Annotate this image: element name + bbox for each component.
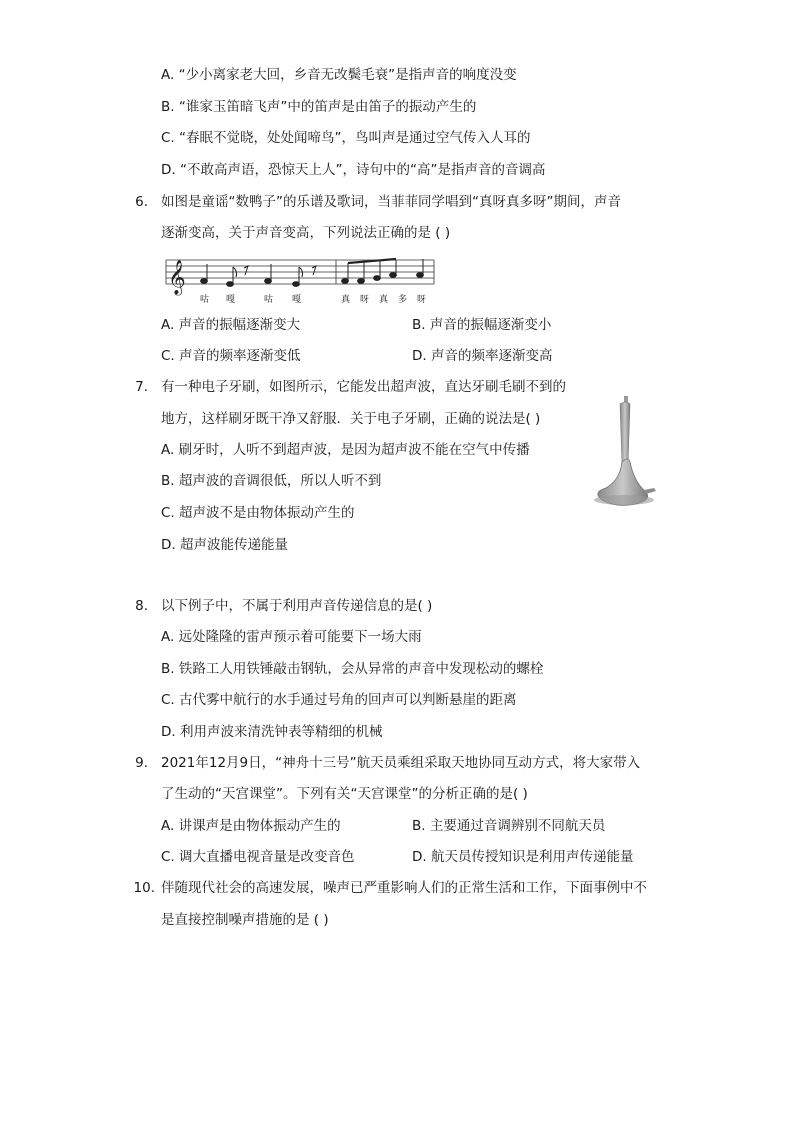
q6-option-b: B. 声音的振幅逐渐变小	[412, 317, 552, 333]
treble-clef-icon: 𝄞	[168, 260, 186, 295]
q8-number: 8.	[135, 598, 148, 614]
q7-number: 7.	[135, 379, 148, 395]
lyric-5: 真	[341, 295, 351, 305]
q9-number: 9.	[135, 755, 148, 771]
q5-option-a: A. “少小离家老大回，乡音无改鬓毛衰”是指声音的响度没变	[161, 67, 517, 83]
q8-option-d: D. 利用声波来清洗钟表等精细的机械	[161, 724, 383, 740]
electric-toothbrush-image	[586, 392, 662, 512]
q6-option-d: D. 声音的频率逐渐变高	[412, 348, 553, 364]
q6-stem-line2: 逐渐变高，关于声音变高，下列说法正确的是 ( )	[161, 225, 451, 241]
lyric-1: 咕	[200, 295, 210, 305]
q7-stem-line1: 有一种电子牙刷，如图所示，它能发出超声波，直达牙刷毛刷不到的	[161, 379, 566, 395]
q9-option-d: D. 航天员传授知识是利用声传递能量	[412, 849, 634, 865]
q5-option-b: B. “谁家玉笛暗飞声”中的笛声是由笛子的振动产生的	[161, 99, 477, 115]
q8-option-a: A. 远处隆隆的雷声预示着可能要下一场大雨	[161, 629, 422, 645]
q10-number: 10.	[133, 880, 155, 896]
q5-option-d: D. “不敢高声语，恐惊天上人”，诗句中的“高”是指声音的音调高	[161, 162, 546, 178]
q6-number: 6.	[135, 194, 148, 210]
lyric-6: 呀	[360, 295, 370, 305]
q7-option-d: D. 超声波能传递能量	[161, 537, 288, 553]
q9-option-a: A. 讲课声是由物体振动产生的	[161, 818, 341, 834]
q6-option-a: A. 声音的振幅逐渐变大	[161, 317, 301, 333]
q8-option-c: C. 古代雾中航行的水手通过号角的回声可以判断悬崖的距离	[161, 692, 517, 708]
lyric-3: 咕	[264, 295, 274, 305]
q10-stem-line1: 伴随现代社会的高速发展，噪声已严重影响人们的正常生活和工作，下面事例中不	[161, 880, 647, 896]
q10-stem-line2: 是直接控制噪声措施的是 ( )	[161, 912, 329, 928]
q6-option-c: C. 声音的频率逐渐变低	[161, 348, 301, 364]
q6-stem-line1: 如图是童谣“数鸭子”的乐谱及歌词，当菲菲同学唱到“真呀真多呀”期间，声音	[161, 194, 621, 210]
q8-stem: 以下例子中，不属于利用声音传递信息的是( )	[161, 598, 433, 614]
lyric-4: 嘎	[292, 295, 302, 305]
q7-option-b: B. 超声波的音调很低，所以人听不到	[161, 473, 382, 489]
q8-option-b: B. 铁路工人用铁锤敲击钢轨，会从异常的声音中发现松动的螺栓	[161, 661, 544, 677]
lyric-7: 真	[379, 295, 389, 305]
q6-music-score	[164, 254, 446, 310]
q9-stem-line1: 2021年12月9日，“神舟十三号”航天员乘组采取天地协同互动方式，将大家带入	[161, 755, 641, 771]
q7-option-c: C. 超声波不是由物体振动产生的	[161, 505, 355, 521]
lyric-9: 呀	[417, 295, 427, 305]
q5-option-c: C. “春眠不觉晓，处处闻啼鸟”，鸟叫声是通过空气传入人耳的	[161, 130, 531, 146]
q9-option-b: B. 主要通过音调辨别不同航天员	[412, 818, 606, 834]
q9-option-c: C. 调大直播电视音量是改变音色	[161, 849, 355, 865]
lyric-8: 多	[398, 295, 408, 305]
lyric-2: 嘎	[226, 295, 236, 305]
q7-stem-line2: 地方，这样刷牙既干净又舒服．关于电子牙刷，正确的说法是( )	[161, 411, 541, 427]
q9-stem-line2: 了生动的“天宫课堂”。下列有关“天宫课堂”的分析正确的是( )	[161, 786, 528, 802]
q7-option-a: A. 刷牙时，人听不到超声波，是因为超声波不能在空气中传播	[161, 442, 530, 458]
